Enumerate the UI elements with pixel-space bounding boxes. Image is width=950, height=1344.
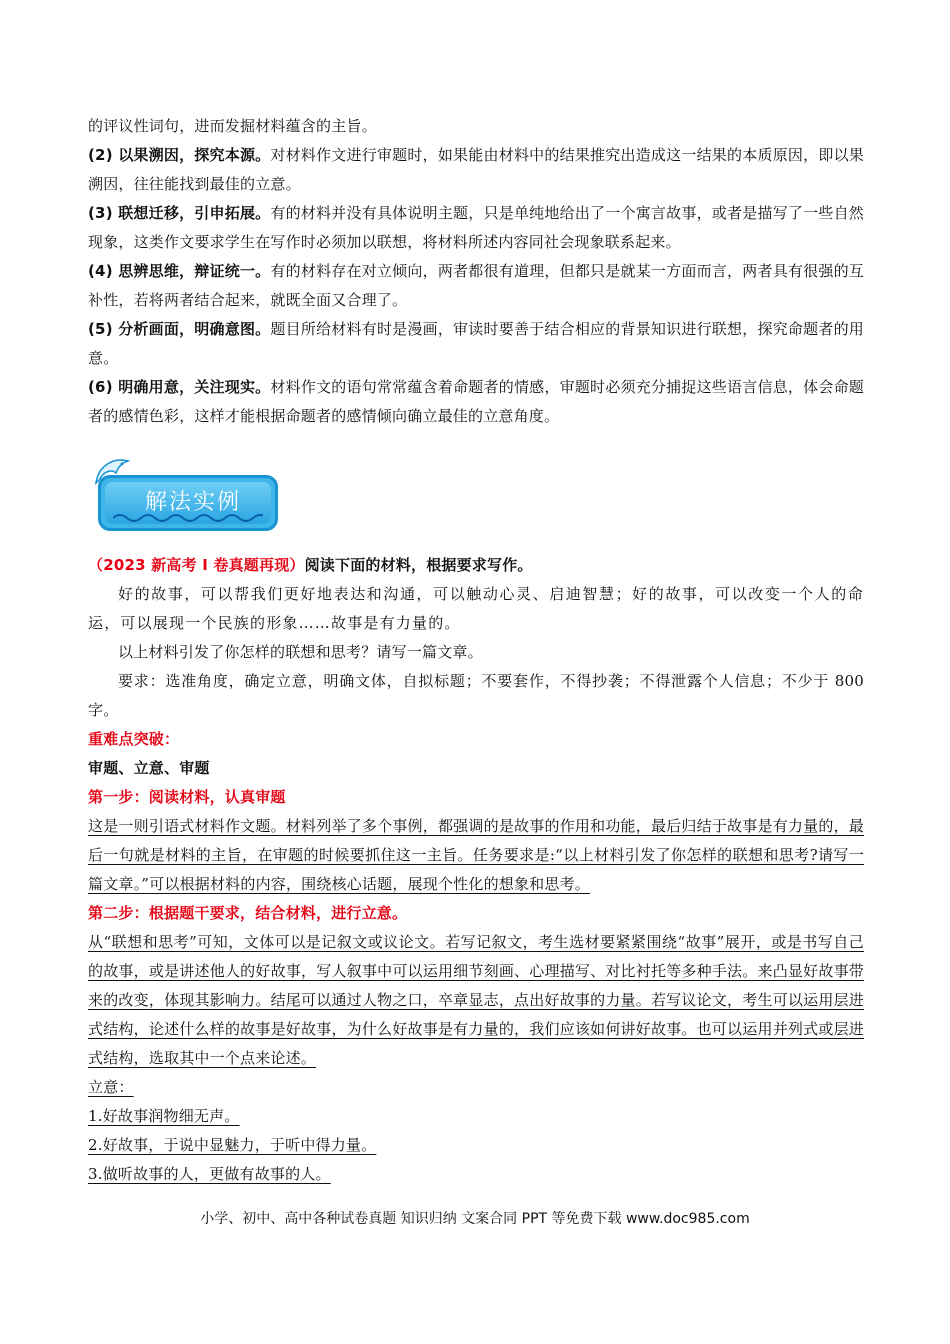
tip-body: 有的材料并没有具体说明主题，只是单纯地给出了一个寓言故事，或者是描写了一些自然现象，这类作文要求学生在写作时必须加以联想，将材料所述内容同社会现象联系起来。	[88, 204, 864, 251]
step2-title: 第二步：根据题干要求，结合材料，进行立意。	[88, 904, 408, 922]
example-instruction: 阅读下面的材料，根据要求写作。	[304, 556, 533, 574]
example-heading	[88, 551, 864, 580]
page-footer: 小学、初中、高中各种试卷真题 知识归纳 文案合同 PPT 等免费下载 www.doc985.com	[200, 1211, 750, 1227]
badge-label: 解法实例	[145, 490, 242, 515]
tip-heading: (3) 联想迁移，引申拓展。	[88, 204, 271, 222]
tip-item	[88, 257, 864, 315]
ideas-label: 立意：	[88, 1078, 134, 1096]
tip-body: 材料作文的语句常常蕴含着命题者的情感，审题时必须充分捕捉这些语言信息，体会命题者的感情色彩，这样才能根据命题者的感情倾向确立最佳的立意角度。	[88, 378, 864, 425]
tip-body: 题目所给材料有时是漫画，审读时要善于结合相应的背景知识进行联想，探究命题者的用意。	[88, 320, 864, 367]
tip-body: 有的材料存在对立倾向，两者都很有道理，但都只是就某一方面而言，两者具有很强的互补性，若将两者结合起来，就既全面又合理了。	[88, 262, 864, 309]
tip-heading: (4) 思辨思维，辩证统一。	[88, 262, 271, 280]
example-material: 好的故事，可以帮我们更好地表达和沟通，可以触动心灵、启迪智慧；好的故事，可以改变一个人的命运，可以展现一个民族的形象……故事是有力量的。	[88, 585, 864, 632]
tip-body: 对材料作文进行审题时，如果能由材料中的结果推究出造成这一结果的本质原因，即以果溯因，往往能找到最佳的立意。	[88, 146, 864, 193]
idea-item: 3.做听故事的人，更做有故事的人。	[88, 1165, 331, 1183]
tip-item	[88, 141, 864, 199]
tip-item	[88, 315, 864, 373]
step1-title: 第一步：阅读材料，认真审题	[88, 788, 286, 806]
example-requirement: 要求：选准角度，确定立意，明确文体，自拟标题；不要套作，不得抄袭；不得泄露个人信息；不少于 800 字。	[88, 672, 864, 719]
tip-heading: (5) 分析画面，明确意图。	[88, 320, 271, 338]
section-badge	[88, 453, 864, 545]
intro-tail: 的评议性词句，进而发掘材料蕴含的主旨。	[88, 117, 377, 135]
dolphin-icon	[92, 453, 136, 493]
idea-item: 1.好故事润物细无声。	[88, 1107, 240, 1125]
example-prompt: 以上材料引发了你怎样的联想和思考？请写一篇文章。	[118, 643, 483, 661]
tip-item	[88, 199, 864, 257]
breakthrough-title: 重难点突破：	[88, 730, 180, 748]
document-page	[88, 0, 864, 1189]
tip-heading: (2) 以果溯因，探究本源。	[88, 146, 271, 164]
tip-item	[88, 373, 864, 431]
breakthrough-subtitle: 审题、立意、审题	[88, 759, 210, 777]
idea-item: 2.好故事，于说中显魅力，于听中得力量。	[88, 1136, 377, 1154]
tip-heading: (6) 明确用意，关注现实。	[88, 378, 271, 396]
step1-body: 这是一则引语式材料作文题。材料列举了多个事例，都强调的是故事的作用和功能，最后归结于故事是有力量的，最后一句就是材料的主旨，在审题的时候要抓住这一主旨。任务要求是:“以上材料引发了你怎样的联想和思考?请写一篇文章。”可以根据材料的内容，围绕核心话题，展现个性化的想象和思考。	[88, 817, 864, 893]
step2-body: 从“联想和思考”可知，文体可以是记叙文或议论文。若写记叙文，考生选材要紧紧围绕“故事”展开，或是书写自己的故事，或是讲述他人的好故事，写人叙事中可以运用细节刻画、心理描写、对比衬托等多种手法。来凸显好故事带来的改变，体现其影响力。结尾可以通过人物之口，卒章显志，点出好故事的力量。若写议论文，考生可以运用层进式结构，论述什么样的故事是好故事，为什么好故事是有力量的，我们应该如何讲好故事。也可以运用并列式或层进式结构，选取其中一个点来论述。	[88, 933, 864, 1067]
example-source: （2023 新高考 I 卷真题再现）	[88, 556, 305, 574]
